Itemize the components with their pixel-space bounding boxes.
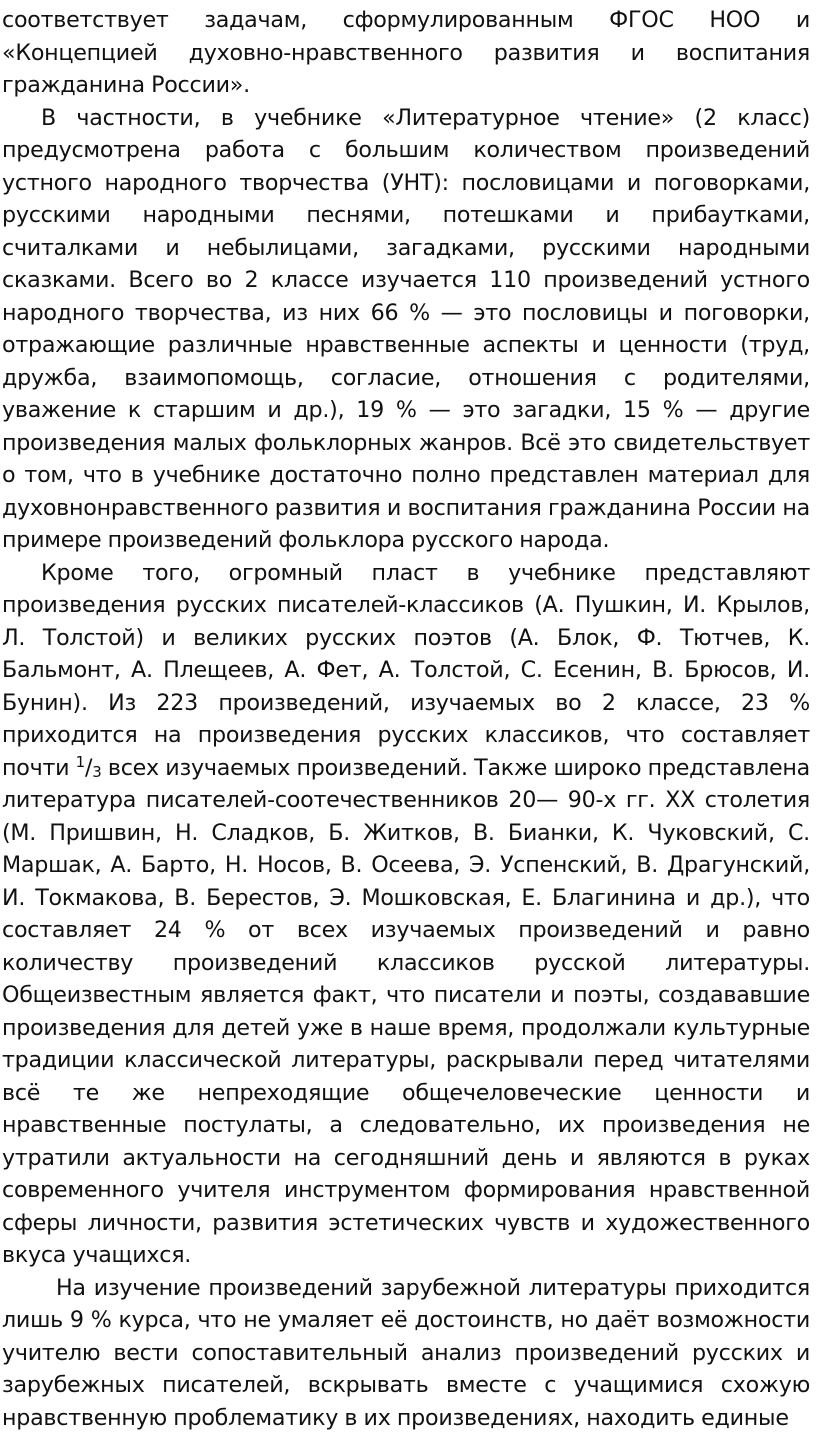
paragraph-foreign-literature: На изучение произведений зарубежной литературы приходится лишь 9 % курса, что не умаляет её достоинств, но даёт возможности учителю вести сопоставительный анализ произведений русских и зарубежных писателей, вскрывать вместе с учащимися схожую нравственную проблематику в их произведениях, находить единые [2,1272,810,1434]
fraction-one-third [76,755,102,781]
fraction-numerator: 1 [76,753,85,771]
paragraph-folklore: В частности, в учебнике «Литературное чтение» (2 класс) предусмотрена работа с большим количеством произведений устного народного творчества (УНТ): пословицами и поговорками, русскими народными песнями, потешками и прибаутками, считалками и небылицами, загадками, русскими народными сказками. Всего во 2 классе изучается 110 произведений устного народного творчества, из них 66 % — это пословицы и поговорки, отражающие различные нравственные аспекты и ценности (труд, дружба, взаимопомощь, согласие, отношения с родителями, уважение к старшим и др.), 19 % — это загадки, 15 % — другие произведения малых фольклорных жанров. Всё это свидетельствует о том, что в учебнике достаточно полно представлен материал для духовнонравственного развития и воспитания гражданина России на примере произведений фольклора русского народа. [2,102,810,557]
fraction-slash: / [85,755,92,781]
fraction-denominator: 3 [92,763,101,781]
paragraph-classics-part-1: Кроме того, огромный пласт в учебнике представляют произведения русских писателей-классиков (А. Пушкин, И. Крылов, Л. Толстой) и великих русских поэтов (А. Блок, Ф. Тютчев, К. Бальмонт, А. Плещеев, А. Фет, А. Толстой, С. Есенин, В. Брюсов, И. Бунин). Из 223 произведений, изучаемых во 2 классе, 23 % приходится на произведения русских классиков, что составляет почти [2,560,810,781]
paragraph-classics [2,557,810,1272]
paragraph-continuation: соответствует задачам, сформулированным ФГОС НОО и «Концепцией духовно-нравственного развития и воспитания гражданина России». [2,4,810,102]
paragraph-classics-part-2: всех изучаемых произведений. Также широко представлена литература писателей-соотечественников 20— 90-х гг. XX столетия (М. Пришвин, Н. Сладков, Б. Житков, В. Бианки, К. Чуковский, С. Маршак, А. Барто, Н. Носов, В. Осеева, Э. Успенский, В. Драгунский, И. Токмакова, В. Берестов, Э. Мошковская, Е. Благинина и др.), что составляет 24 % от всех изучаемых произведений и равно количеству произведений классиков русской литературы. Общеизвестным является факт, что писатели и поэты, создававшие произведения для детей уже в наше время, продолжали культурные традиции классической литературы, раскрывали перед читателями всё те же непреходящие общечеловеческие ценности и нравственные постулаты, а следовательно, их произведения не утратили актуальности на сегодняшний день и являются в руках современного учителя инструментом формирования нравственной сферы личности, развития эстетических чувств и художественного вкуса учащихся. [2,755,810,1269]
